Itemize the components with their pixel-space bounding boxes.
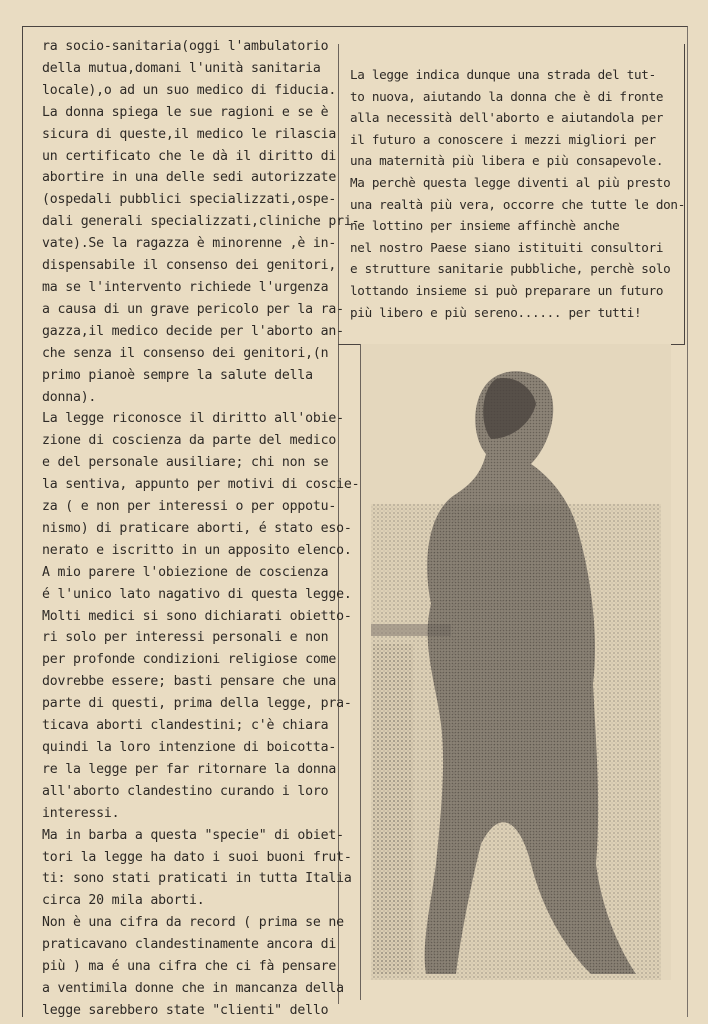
left-line: Ma in barba a questa "specie" di obiet- xyxy=(42,827,344,843)
right-line: il futuro a conoscere i mezzi migliori per xyxy=(350,131,656,147)
left-line: dispensabile il consenso dei genitori, xyxy=(42,258,337,274)
left-line: A mio parere l'obiezione de coscienza xyxy=(42,564,329,580)
left-line: ticava aborti clandestini; c'è chiara xyxy=(42,718,329,734)
woman-silhouette-photo xyxy=(360,344,671,1000)
right-line: Ma perchè questa legge diventi al più presto xyxy=(350,174,671,190)
left-line: La donna spiega le sue ragioni e se è xyxy=(42,104,329,120)
right-line: ne lottino per insieme affinchè anche xyxy=(350,218,620,234)
left-line: dovrebbe essere; basti pensare che una xyxy=(42,674,337,690)
left-line: nismo) di praticare aborti, é stato eso- xyxy=(42,520,352,536)
left-line: la sentiva, appunto per motivi di coscie- xyxy=(42,477,360,493)
left-column xyxy=(42,36,360,1022)
left-line: che senza il consenso dei genitori,(n xyxy=(42,345,329,361)
left-line: dali generali specializzati,cliniche pri- xyxy=(42,214,360,230)
left-line: parte di questi, prima della legge, pra- xyxy=(42,696,352,712)
left-line: interessi. xyxy=(42,805,120,821)
left-line: a ventimila donne che in mancanza della xyxy=(42,980,344,996)
left-line: un certificato che le dà il diritto di xyxy=(42,148,337,164)
left-line: legge sarebbero state "clienti" dello xyxy=(42,1002,329,1018)
left-line: e del personale ausiliare; chi non se xyxy=(42,455,329,471)
left-line: vate).Se la ragazza è minorenne ,è in- xyxy=(42,236,337,252)
left-line: a causa di un grave pericolo per la ra- xyxy=(42,301,344,317)
left-line: sicura di queste,il medico le rilascia xyxy=(42,126,337,142)
right-line: una maternità più libera e più consapevole. xyxy=(350,153,664,169)
left-line: é l'unico lato nagativo di questa legge. xyxy=(42,586,352,602)
left-line: La legge riconosce il diritto all'obie- xyxy=(42,411,344,427)
right-line: e strutture sanitarie pubbliche, perchè solo xyxy=(350,261,671,277)
right-column xyxy=(350,64,685,323)
left-line: Non è una cifra da record ( prima se ne xyxy=(42,915,344,931)
left-line: (ospedali pubblici specializzati,ospe- xyxy=(42,192,337,208)
right-line: lottando insieme si può preparare un futuro xyxy=(350,282,664,298)
left-line: ti: sono stati praticati in tutta Italia xyxy=(42,871,352,887)
left-line: abortire in una delle sedi autorizzate xyxy=(42,170,337,186)
right-line: una realtà più vera, occorre che tutte le don- xyxy=(350,196,685,212)
left-line: ma se l'intervento richiede l'urgenza xyxy=(42,279,329,295)
right-line: La legge indica dunque una strada del tut- xyxy=(350,67,656,82)
left-line: re la legge per far ritornare la donna xyxy=(42,761,337,777)
left-line: Molti medici si sono dichiarati obietto- xyxy=(42,608,352,624)
left-line: circa 20 mila aborti. xyxy=(42,893,205,909)
photo-illustration xyxy=(361,344,671,1000)
left-line: za ( e non per interessi o per oppotu- xyxy=(42,499,337,515)
left-line: donna). xyxy=(42,389,97,405)
left-line: ri solo per interessi personali e non xyxy=(42,630,329,646)
left-line: zione di coscienza da parte del medico xyxy=(42,433,337,449)
left-line: quindi la loro intenzione di boicotta- xyxy=(42,740,337,755)
left-line: più ) ma é una cifra che ci fà pensare xyxy=(42,959,337,975)
left-line: tori la legge ha dato i suoi buoni frut- xyxy=(42,849,352,865)
left-line: ra socio-sanitaria(oggi l'ambulatorio xyxy=(42,39,329,54)
right-line: più libero e più sereno...... per tutti! xyxy=(350,304,642,320)
right-line: to nuova, aiutando la donna che è di fronte xyxy=(350,88,664,104)
right-line: nel nostro Paese siano istituiti consultori xyxy=(350,239,664,255)
left-line: gazza,il medico decide per l'aborto an- xyxy=(42,323,344,339)
left-line: locale),o ad un suo medico di fiducia. xyxy=(42,82,337,98)
left-line: praticavano clandestinamente ancora di xyxy=(42,937,337,953)
right-line: alla necessità dell'aborto e aiutandola per xyxy=(350,110,664,126)
left-line: all'aborto clandestino curando i loro xyxy=(42,783,329,799)
left-line: primo pianoè sempre la salute della xyxy=(42,367,313,383)
left-line: per profonde condizioni religiose come xyxy=(42,652,337,668)
left-line: nerato e iscritto in un apposito elenco. xyxy=(42,542,352,558)
left-line: della mutua,domani l'unità sanitaria xyxy=(42,60,321,76)
